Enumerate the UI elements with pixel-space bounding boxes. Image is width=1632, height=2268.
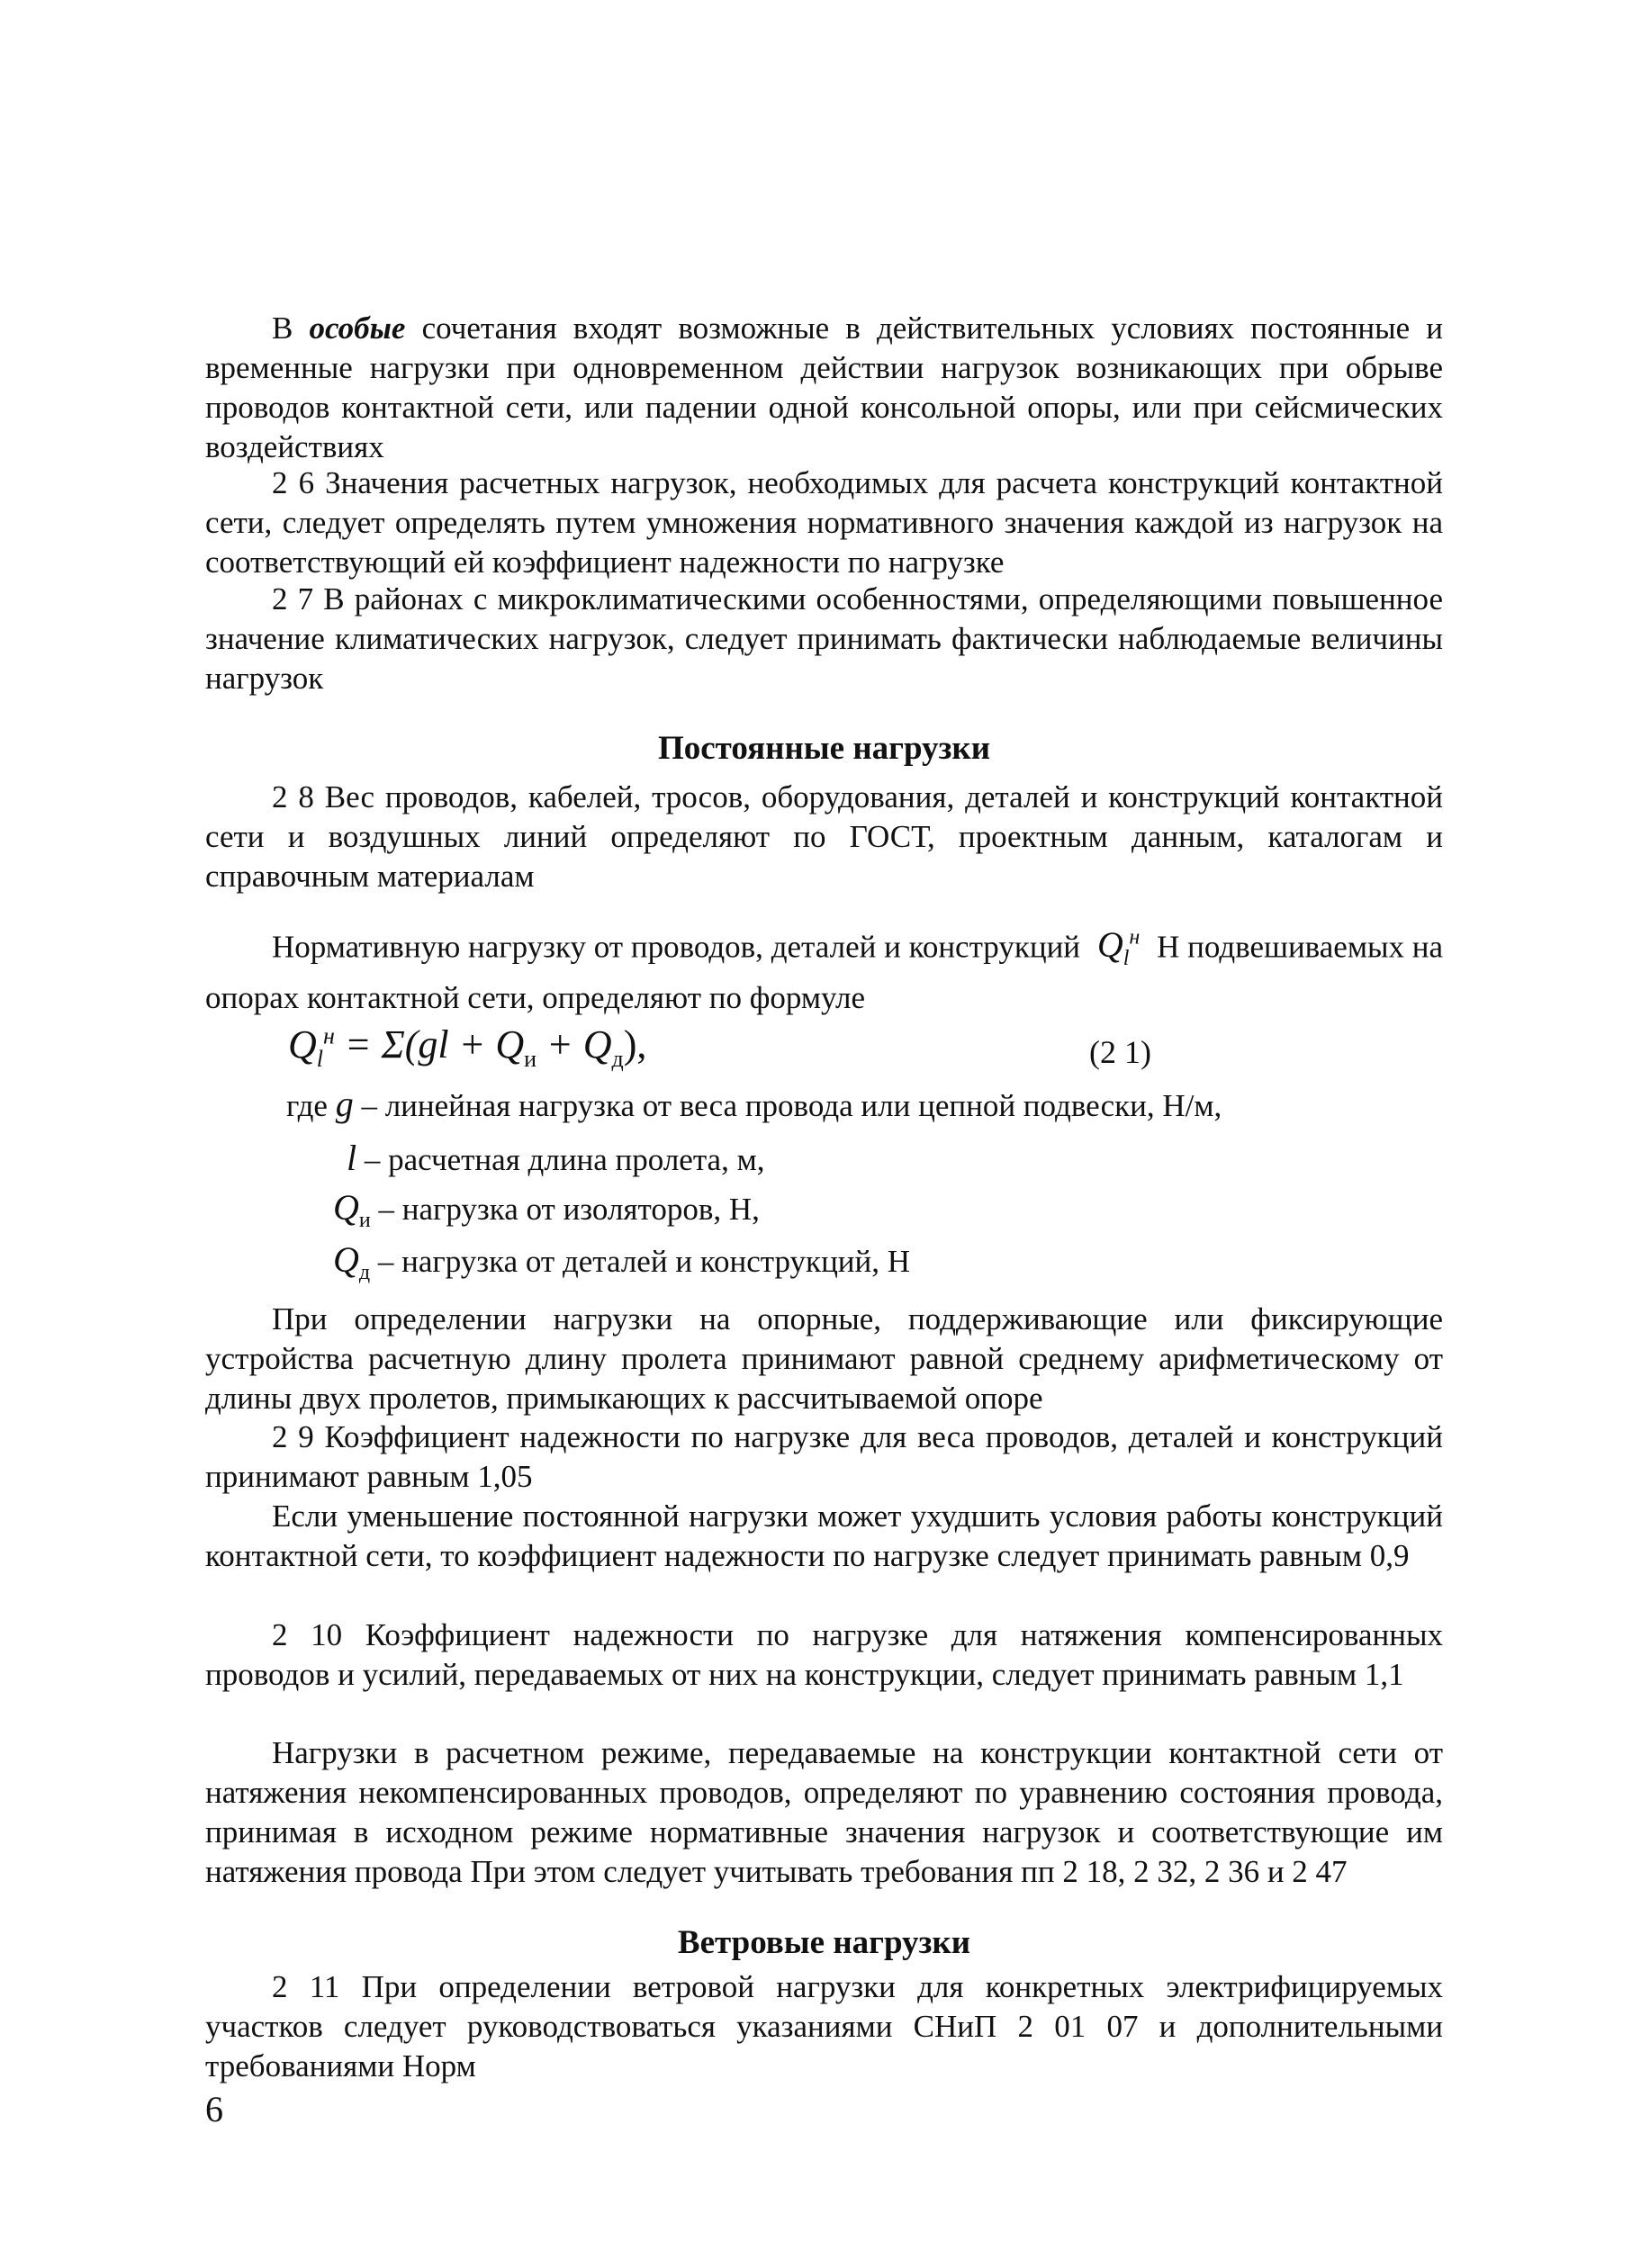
formula-lhs-sub: l [316, 1045, 324, 1072]
definition-text: – нагрузка от изоляторов, Н, [378, 1192, 760, 1227]
paragraph-2-10: 2 10 Коэффициент надежности по нагрузке для натяжения компенсированных проводов и усилий, передаваемых от них на конструкции, следует принимать равным 1,1 [205, 1617, 1443, 1692]
heading-permanent-loads: Постоянные нагрузки [657, 730, 991, 767]
paragraph-calc-mode: Нагрузки в расчетном режиме, передаваемые на конструкции контактной сети от натяжения некомпенсированных проводов, определяют по уравнению состояния провода, принимая в исходном режиме нормативные значения нагрузок и соответствующие им натяжения провода При этом следует учитывать требования пп 2 18, 2 32, 2 36 и 2 47 [205, 1735, 1443, 1889]
formula-2-1 [288, 1022, 646, 1073]
formula-sub-i: и [524, 1045, 537, 1072]
symbol-l: l [347, 1138, 357, 1178]
heading-wind-loads: Ветровые нагрузки [677, 1924, 971, 1961]
formula-sub-d: д [611, 1045, 624, 1072]
paragraph-2-11: 2 11 При определении ветровой нагрузки для конкретных электрифицируемых участков следует руководствоваться указаниями СНиП 2 01 07 и дополнительными требованиями Норм [205, 1969, 1443, 2084]
symbol-g: g [335, 1084, 354, 1124]
paragraph-pole-support: При определении нагрузки на опорные, поддерживающие или фиксирующие устройства расчетную длину пролета принимают равной среднему арифметическому от длины двух пролетов, примыкающих к рассчитываемой опоре [205, 1301, 1443, 1416]
paragraph-2-6: 2 6 Значения расчетных нагрузок, необходимых для расчета конструкций контактной сети, следует определять путем умножения нормативного значения каждой из нагрузок на соответствующий ей коэффициент надежности по нагрузке [205, 465, 1443, 580]
definition-text: – нагрузка от деталей и конструкций, Н [377, 1244, 911, 1279]
paragraph-text: сочетания входят возможные в действительных условиях постоянные и временные нагрузки при одновременном действии нагрузок возникающих при обрыве проводов контактной сети, или падении одной консольной опоры, или при сейсмических воздействиях [205, 310, 1444, 464]
formula-lhs: Q [288, 1022, 317, 1066]
formula-plus: + Q [536, 1022, 612, 1066]
paragraph-special-combinations [205, 309, 1443, 467]
paragraph-2-8: 2 8 Вес проводов, кабелей, тросов, оборудования, деталей и конструкций контактной сети и воздушных линий определяют по ГОСТ, проектным данным, каталогам и справочным материалам [205, 779, 1443, 894]
symbol-q-i: Q [333, 1187, 359, 1228]
page-number: 6 [205, 2089, 223, 2129]
equation-number: (2 1) [1089, 1034, 1151, 1070]
definition-text: – расчетная длина пролета, м, [364, 1142, 765, 1177]
definition-l [347, 1138, 764, 1180]
formula-close: ), [623, 1022, 647, 1066]
definition-q-d [333, 1240, 910, 1292]
paragraph-reduce-load: Если уменьшение постоянной нагрузки может ухудшить условия работы конструкций контактной сети, то коэффициент надежности по нагрузке следует принимать равным 0,9 [205, 1498, 1443, 1573]
symbol-q-d: Q [333, 1239, 359, 1280]
symbol-q-l-n: $Q_l^н$ [1087, 924, 1141, 971]
paragraph-text: Н подвешиваемых на опорах контактной сети, определяют по формуле [205, 929, 1444, 1016]
where-label: где [286, 1088, 328, 1123]
definition-text: – линейная нагрузка от веса провода или цепной подвески, Н/м, [361, 1088, 1222, 1123]
paragraph-normative-load [205, 918, 1443, 1018]
paragraph-text: Нормативную нагрузку от проводов, деталей и конструкций [272, 929, 1081, 965]
paragraph-2-7: 2 7 В районах с микроклиматическими особенностями, определяющими повышенное значение климатических нагрузок, следует принимать фактически наблюдаемые величины нагрузок [205, 581, 1443, 696]
paragraph-text: В [272, 310, 293, 346]
definition-q-i [333, 1188, 760, 1240]
formula-rhs: = Σ(gl + Q [344, 1022, 525, 1066]
formula-lhs-sup: н [323, 1022, 335, 1049]
paragraph-2-9: 2 9 Коэффициент надежности по нагрузке для веса проводов, деталей и конструкций принимают равным 1,05 [205, 1419, 1443, 1494]
symbol-q-d-sub: д [358, 1261, 371, 1284]
definition-g [286, 1084, 1222, 1126]
symbol-q-i-sub: и [358, 1209, 371, 1232]
emphasis-text: особые [309, 310, 406, 346]
